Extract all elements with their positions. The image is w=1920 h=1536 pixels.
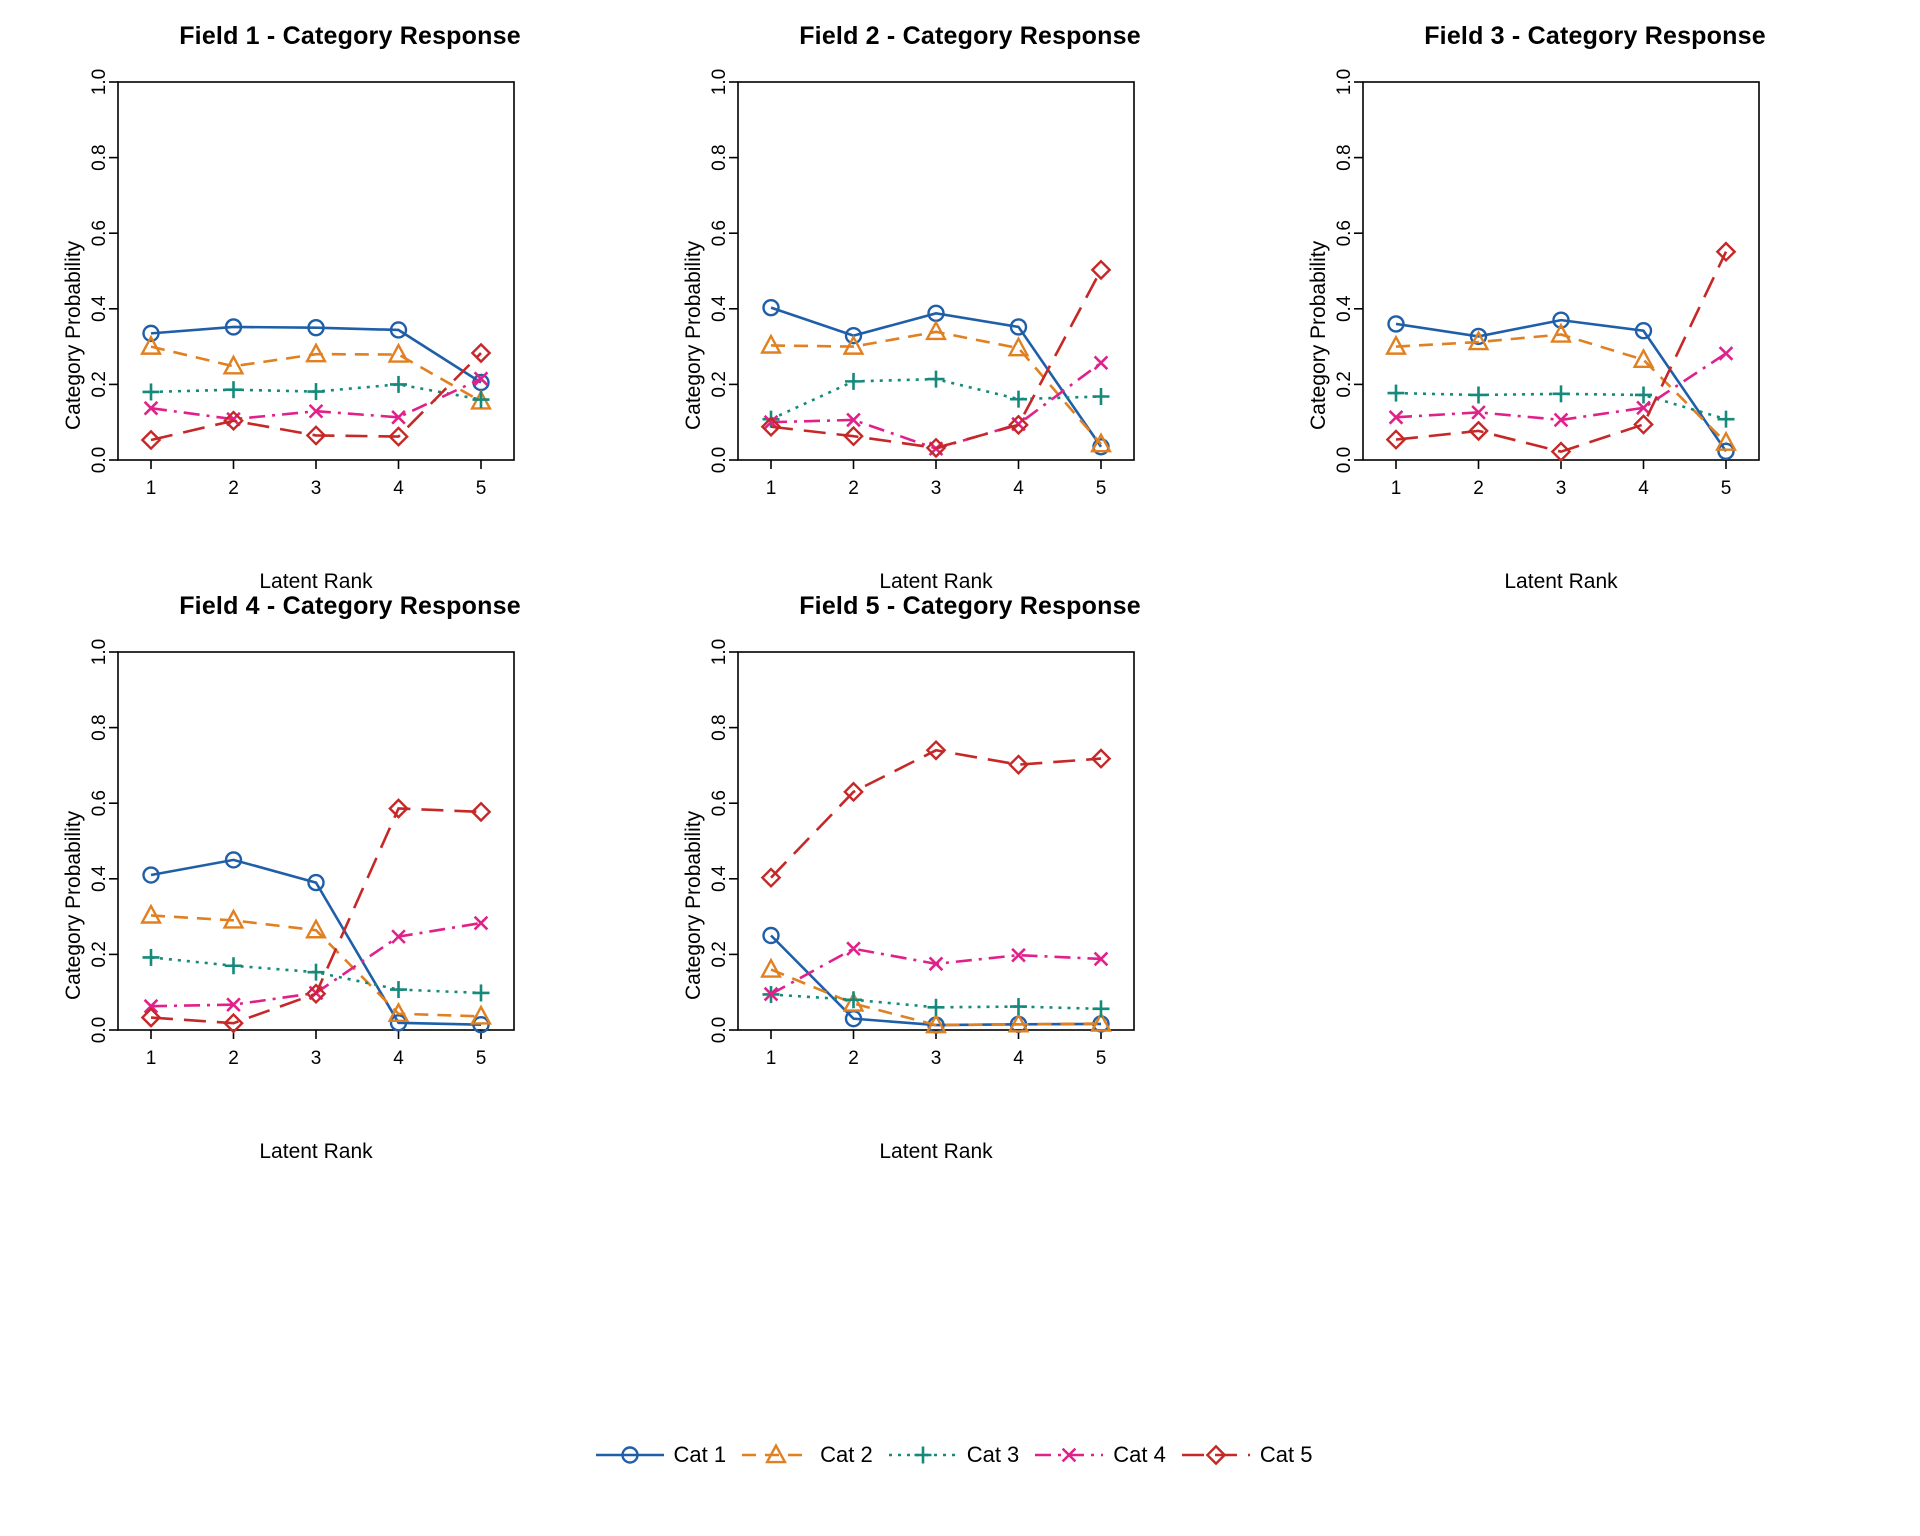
- y-tick-label: 0.8: [709, 144, 731, 171]
- y-tick-label: 0.2: [1334, 371, 1356, 398]
- y-tick-label: 0.6: [709, 789, 731, 817]
- legend-marker-plus-icon: [887, 1440, 959, 1470]
- series-line-cat-1: [151, 860, 481, 1025]
- x-axis-label: Latent Rank: [879, 1140, 993, 1163]
- x-tick-label: 3: [310, 1048, 322, 1069]
- x-tick-label: 3: [1555, 478, 1567, 499]
- legend-label: Cat 3: [966, 1442, 1020, 1467]
- x-tick-label: 4: [393, 478, 404, 499]
- y-tick-label: 0.0: [89, 446, 111, 474]
- x-tick-label: 2: [848, 478, 859, 499]
- y-axis-label: Category Probability: [62, 240, 85, 430]
- legend-marker-triangle-icon: [740, 1440, 812, 1470]
- legend-marker-circle-icon: [594, 1440, 666, 1470]
- x-tick-label: 4: [1013, 478, 1024, 499]
- series-line-cat-5: [771, 270, 1101, 448]
- y-tick-label: 0.0: [709, 1016, 731, 1044]
- x-tick-label: 2: [228, 1048, 239, 1069]
- chart-panel-field-3: [1285, 0, 1905, 690]
- y-tick-label: 0.2: [89, 941, 111, 968]
- chart-panel-field-4: [40, 570, 660, 1260]
- chart-title: Field 1 - Category Response: [179, 22, 521, 50]
- x-tick-label: 1: [145, 1048, 157, 1069]
- plot-area: [1285, 0, 1905, 690]
- y-tick-label: 1.0: [709, 638, 731, 666]
- x-axis-label: Latent Rank: [1504, 570, 1618, 593]
- plot-area: [660, 570, 1280, 1260]
- y-tick-label: 0.8: [1334, 144, 1356, 171]
- legend-label: Cat 5: [1259, 1442, 1313, 1467]
- x-tick-label: 5: [1720, 478, 1732, 499]
- y-tick-label: 0.4: [709, 865, 731, 893]
- legend-item-cat-4: [1033, 1440, 1180, 1470]
- x-tick-label: 5: [475, 1048, 487, 1069]
- y-tick-label: 0.0: [709, 446, 731, 474]
- y-tick-label: 0.8: [89, 714, 111, 741]
- chart-title: Field 2 - Category Response: [799, 22, 1141, 50]
- x-tick-label: 1: [145, 478, 157, 499]
- x-tick-label: 3: [930, 478, 942, 499]
- x-tick-label: 4: [393, 1048, 404, 1069]
- x-tick-label: 5: [1095, 478, 1107, 499]
- y-tick-label: 1.0: [1334, 68, 1356, 96]
- y-tick-label: 0.8: [89, 144, 111, 171]
- chart-panel-field-5: [660, 570, 1280, 1260]
- x-tick-label: 3: [930, 1048, 942, 1069]
- y-tick-label: 0.0: [89, 1016, 111, 1044]
- legend-marker-diamond-icon: [1180, 1440, 1252, 1470]
- chart-title: Field 3 - Category Response: [1424, 22, 1766, 50]
- x-tick-label: 1: [765, 478, 777, 499]
- x-axis-label: Latent Rank: [879, 570, 993, 593]
- legend-item-cat-1: [594, 1440, 741, 1470]
- x-tick-label: 3: [310, 478, 322, 499]
- y-tick-label: 0.2: [89, 371, 111, 398]
- chart-title: Field 4 - Category Response: [179, 592, 521, 620]
- y-axis-label: Category Probability: [1307, 240, 1330, 430]
- x-tick-label: 4: [1013, 1048, 1024, 1069]
- legend-label: Cat 1: [673, 1442, 727, 1467]
- series-line-cat-2: [771, 332, 1101, 444]
- y-tick-label: 0.4: [709, 295, 731, 323]
- y-tick-label: 0.6: [709, 219, 731, 247]
- y-tick-label: 1.0: [709, 68, 731, 96]
- x-tick-label: 5: [1095, 1048, 1107, 1069]
- x-tick-label: 4: [1638, 478, 1649, 499]
- chart-title: Field 5 - Category Response: [799, 592, 1141, 620]
- legend-item-cat-2: [740, 1440, 887, 1470]
- legend-marker-cross-icon: [1033, 1440, 1105, 1470]
- y-tick-label: 0.8: [709, 714, 731, 741]
- y-tick-label: 0.4: [89, 865, 111, 893]
- series-line-cat-4: [771, 949, 1101, 994]
- y-tick-label: 1.0: [89, 68, 111, 96]
- x-tick-label: 2: [1473, 478, 1484, 499]
- y-tick-label: 1.0: [89, 638, 111, 666]
- y-tick-label: 0.4: [89, 295, 111, 323]
- y-tick-label: 0.0: [1334, 446, 1356, 474]
- x-tick-label: 5: [475, 478, 487, 499]
- x-axis-label: Latent Rank: [259, 1140, 373, 1163]
- legend-item-cat-5: [1180, 1440, 1327, 1470]
- legend-label: Cat 4: [1113, 1442, 1166, 1467]
- y-axis-label: Category Probability: [682, 240, 705, 430]
- x-axis-label: Latent Rank: [259, 570, 373, 593]
- plot-area: [40, 570, 660, 1260]
- chart-legend: [0, 1440, 1920, 1470]
- y-tick-label: 0.4: [1334, 295, 1356, 323]
- x-tick-label: 2: [848, 1048, 859, 1069]
- series-line-cat-5: [151, 808, 481, 1023]
- legend-item-cat-3: [887, 1440, 1034, 1470]
- y-axis-label: Category Probability: [682, 810, 705, 1000]
- legend-label: Cat 2: [820, 1442, 873, 1467]
- y-tick-label: 0.6: [1334, 219, 1356, 247]
- y-tick-label: 0.2: [709, 371, 731, 398]
- x-tick-label: 1: [1390, 478, 1402, 499]
- y-tick-label: 0.6: [89, 789, 111, 817]
- y-axis-label: Category Probability: [62, 810, 85, 1000]
- series-line-cat-5: [771, 750, 1101, 877]
- y-tick-label: 0.2: [709, 941, 731, 968]
- y-tick-label: 0.6: [89, 219, 111, 247]
- x-tick-label: 1: [765, 1048, 777, 1069]
- x-tick-label: 2: [228, 478, 239, 499]
